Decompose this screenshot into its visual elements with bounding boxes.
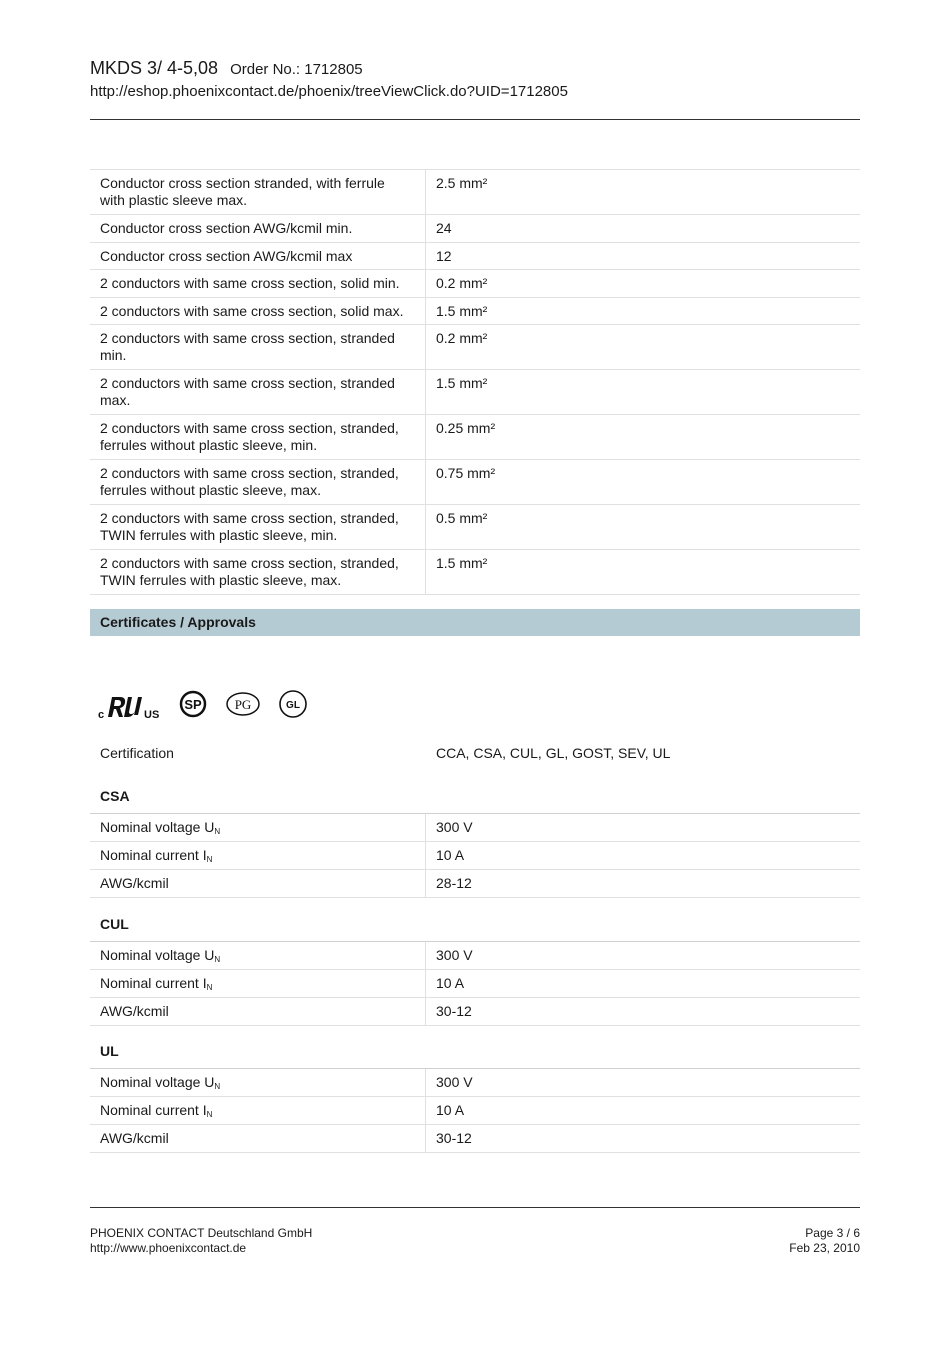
footer-date: Feb 23, 2010 — [789, 1241, 860, 1255]
approval-label: AWG/kcmil — [90, 870, 426, 897]
page-header — [90, 57, 860, 101]
spec-value: 24 — [436, 220, 452, 236]
approval-value: 10 A — [436, 847, 465, 863]
footer-company: PHOENIX CONTACT Deutschland GmbH — [90, 1226, 313, 1240]
footer-right — [789, 1226, 860, 1256]
spec-label: 2 conductors with same cross section, solid min. — [90, 270, 426, 297]
svg-text:c: c — [98, 708, 105, 721]
csa-mark-icon — [178, 688, 208, 725]
spec-row — [90, 415, 860, 460]
approval-label: AWG/kcmil — [90, 1125, 426, 1152]
spec-label: 2 conductors with same cross section, stranded, TWIN ferrules with plastic sleeve, min. — [90, 505, 426, 549]
spec-value: 2.5 mm² — [436, 175, 488, 191]
spec-row — [90, 550, 860, 595]
certification-label: Certification — [100, 745, 174, 761]
order-number: Order No.: 1712805 — [230, 61, 363, 78]
svg-text:US: US — [144, 708, 160, 721]
spec-value: 0.5 mm² — [436, 510, 488, 526]
header-title-line — [90, 57, 860, 81]
spec-label: Conductor cross section AWG/kcmil max — [90, 243, 426, 270]
footer-divider — [90, 1207, 860, 1208]
svg-text:GL: GL — [286, 699, 300, 711]
certification-row — [90, 745, 860, 762]
approval-label: Nominal current $I_N$ — [90, 970, 426, 997]
approval-row — [90, 942, 860, 970]
approval-label: Nominal voltage $U_N$ — [90, 814, 426, 841]
spec-label: Conductor cross section AWG/kcmil min. — [90, 215, 426, 242]
approval-value: 300 V — [436, 947, 473, 963]
spec-row — [90, 460, 860, 505]
spec-row — [90, 270, 860, 298]
spec-row — [90, 325, 860, 370]
spec-value: 1.5 mm² — [436, 302, 488, 319]
approval-row — [90, 870, 860, 898]
svg-text:SP: SP — [184, 696, 202, 712]
spec-value: 0.2 mm² — [436, 330, 488, 346]
approval-value: 300 V — [436, 819, 473, 835]
approval-value: 10 A — [436, 975, 465, 991]
approval-row — [90, 1069, 860, 1097]
spec-value: 1.5 mm² — [436, 375, 488, 391]
spec-value: 12 — [436, 247, 452, 264]
spec-value: 0.2 mm² — [436, 275, 488, 291]
spec-value: 1.5 mm² — [436, 555, 488, 571]
approval-row — [90, 1097, 860, 1125]
footer-page-number: Page 3 / 6 — [805, 1226, 860, 1240]
spec-value: 0.75 mm² — [436, 465, 496, 481]
approval-row — [90, 970, 860, 998]
spec-row — [90, 243, 860, 271]
footer-website[interactable]: http://www.phoenixcontact.de — [90, 1241, 247, 1255]
approval-group-csa — [90, 788, 860, 898]
spec-value: 0.25 mm² — [436, 420, 496, 436]
approval-row — [90, 1125, 860, 1153]
approval-label: Nominal current $I_N$ — [90, 1097, 426, 1124]
approval-group-title: CSA — [100, 788, 130, 804]
spec-label: 2 conductors with same cross section, stranded max. — [90, 370, 426, 414]
certificates-section-header: Certificates / Approvals — [90, 609, 860, 636]
spec-label: 2 conductors with same cross section, solid max. — [90, 298, 426, 325]
spec-row — [90, 505, 860, 550]
product-url[interactable]: http://eshop.phoenixcontact.de/phoenix/treeViewClick.do?UID=1712805 — [90, 83, 568, 100]
approval-value: 28-12 — [436, 875, 472, 891]
approval-row — [90, 814, 860, 842]
spec-label: 2 conductors with same cross section, stranded, ferrules without plastic sleeve, min. — [90, 415, 426, 459]
approval-group-rows — [90, 813, 860, 898]
spec-label: 2 conductors with same cross section, stranded, ferrules without plastic sleeve, max. — [90, 460, 426, 504]
certification-value: CCA, CSA, CUL, GL, GOST, SEV, UL — [436, 745, 671, 761]
cul-us-mark-icon — [98, 687, 162, 726]
product-name: MKDS 3/ 4-5,08 — [90, 58, 219, 78]
specs-table — [90, 169, 860, 595]
gl-mark-icon — [278, 689, 308, 724]
header-divider — [90, 119, 860, 120]
approval-value: 30-12 — [436, 1003, 472, 1019]
spec-label: Conductor cross section stranded, with ferrule with plastic sleeve max. — [90, 170, 426, 214]
approval-label: Nominal voltage $U_N$ — [90, 1069, 426, 1096]
approval-label: Nominal current $I_N$ — [90, 842, 426, 869]
spec-label: 2 conductors with same cross section, stranded min. — [90, 325, 426, 369]
approval-group-rows — [90, 941, 860, 1026]
approval-value: 10 A — [436, 1102, 465, 1118]
approval-label: Nominal voltage $U_N$ — [90, 942, 426, 969]
spec-row — [90, 370, 860, 415]
spec-row — [90, 215, 860, 243]
approval-row — [90, 998, 860, 1026]
svg-text:PG: PG — [234, 696, 252, 712]
spec-label: 2 conductors with same cross section, stranded, TWIN ferrules with plastic sleeve, max. — [90, 550, 426, 594]
approval-row — [90, 842, 860, 870]
spec-row — [90, 298, 860, 326]
approval-group-title: CUL — [100, 916, 129, 932]
approval-value: 30-12 — [436, 1130, 472, 1146]
spec-row — [90, 170, 860, 215]
footer-left — [90, 1226, 312, 1256]
approval-group-ul — [90, 1043, 860, 1153]
approval-value: 300 V — [436, 1074, 473, 1090]
approval-label: AWG/kcmil — [90, 998, 426, 1025]
approval-group-title: UL — [100, 1043, 119, 1059]
gost-mark-icon — [224, 690, 262, 723]
approval-group-cul — [90, 916, 860, 1026]
approval-logos — [98, 688, 324, 724]
approval-group-rows — [90, 1068, 860, 1153]
